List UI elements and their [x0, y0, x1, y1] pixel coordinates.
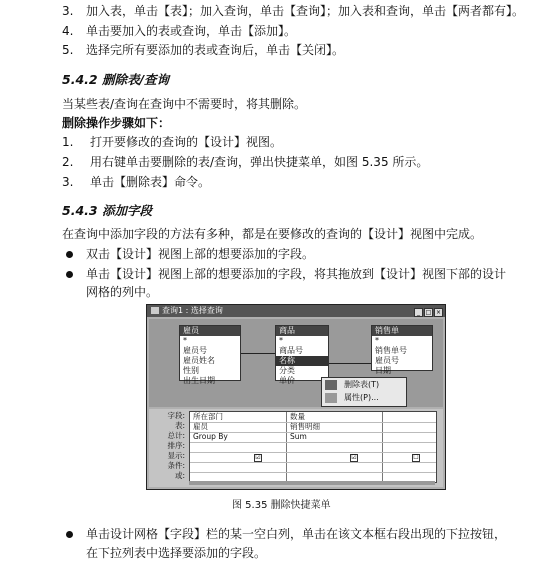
figure-caption: 图 5.35 删除快捷菜单: [232, 500, 331, 511]
row-label: 表:: [174, 421, 185, 430]
bullet-text: 单击设计网格【字段】栏的某一空白列，单击在该文本框右段出现的下拉按钮，: [86, 527, 507, 541]
query-design-window: [146, 304, 446, 490]
step-number: 3.: [62, 4, 74, 18]
join-line: [241, 353, 275, 354]
menu-item-properties[interactable]: [322, 391, 406, 404]
step-text: 选择完所有要添加的表或查询后，单击【关闭】。: [86, 43, 345, 57]
window-title: 查询1 : 选择查询: [162, 306, 223, 315]
step-text: 打开要修改的查询的【设计】视图。: [90, 135, 283, 149]
delete-table-icon: [325, 380, 337, 390]
step-text: 加入表，单击【表】；加入查询，单击【查询】；加入表和查询，单击【两者都有】。: [86, 4, 525, 18]
row-label: 显示:: [167, 451, 185, 460]
section-heading-542: 5.4.2 删除表/查询: [62, 72, 170, 87]
bullet-text-cont: 在下拉列表中选择要添加的字段。: [86, 546, 267, 560]
show-checkbox[interactable]: ☐: [413, 454, 419, 461]
bullet-text: 单击【设计】视图上部的想要添加的字段，将其拖放到【设计】视图下部的设计: [86, 267, 507, 281]
design-grid: [189, 411, 437, 483]
window-titlebar: [147, 305, 445, 317]
table-sales[interactable]: [371, 325, 433, 375]
bullet-dot: [66, 271, 73, 278]
show-checkbox[interactable]: ☑: [255, 454, 261, 461]
design-grid-pane: [149, 409, 443, 487]
step-number: 5.: [62, 43, 74, 57]
row-label: 或:: [174, 471, 185, 480]
field-item[interactable]: *: [183, 336, 187, 345]
row-label: 排序:: [167, 441, 185, 450]
query-icon: [151, 307, 159, 314]
menu-item-label: 属性(P)...: [344, 393, 379, 402]
close-button[interactable]: ×: [435, 309, 442, 316]
field-item[interactable]: *: [375, 336, 379, 345]
section-heading-543: 5.4.3 添加字段: [62, 203, 152, 218]
step-text: 单击要加入的表或查询，单击【添加】。: [86, 24, 297, 38]
row-label: 条件:: [167, 461, 185, 470]
minimize-button[interactable]: _: [414, 308, 423, 317]
step-number: 3.: [62, 175, 74, 189]
bullet-dot: [66, 531, 73, 538]
table-title: 销售单: [372, 326, 432, 336]
section-intro: 当某些表/查询在查询中不需要时，将其删除。: [62, 97, 307, 111]
field-item-selected[interactable]: 名称: [276, 356, 328, 366]
row-label: 总计:: [167, 431, 185, 440]
maximize-button[interactable]: □: [425, 309, 432, 316]
table-pane: [149, 319, 443, 407]
step-text: 单击【删除表】命令。: [90, 175, 211, 189]
grid-cell[interactable]: 所在部门: [193, 412, 223, 421]
context-menu: [321, 377, 407, 407]
step-number: 1.: [62, 135, 74, 149]
join-line: [329, 363, 371, 364]
field-item[interactable]: 雇员号: [375, 356, 399, 365]
grid-row-labels: [151, 411, 185, 481]
grid-cell[interactable]: Sum: [290, 432, 307, 441]
menu-item-delete-table[interactable]: [322, 378, 406, 391]
table-title: 商品: [276, 326, 328, 336]
steps-title: 删除操作步骤如下：: [62, 116, 171, 130]
step-number: 2.: [62, 155, 74, 169]
grid-cell[interactable]: 数量: [290, 412, 305, 421]
table-employees[interactable]: [179, 325, 241, 385]
bullet-dot: [66, 251, 73, 258]
table-products[interactable]: [275, 325, 329, 385]
horizontal-scrollbar[interactable]: [189, 481, 435, 485]
properties-icon: [325, 393, 337, 403]
menu-item-label: 删除表(T): [344, 380, 380, 389]
grid-cell[interactable]: Group By: [193, 432, 228, 441]
grid-cell[interactable]: 雇员: [193, 422, 208, 431]
field-item[interactable]: 性别: [183, 366, 199, 375]
field-item[interactable]: 雇员姓名: [183, 356, 215, 365]
row-label: 字段:: [167, 411, 185, 420]
field-item[interactable]: 销售单号: [375, 346, 407, 355]
field-item[interactable]: 分类: [279, 366, 295, 375]
field-item[interactable]: 出生日期: [183, 376, 215, 385]
field-item[interactable]: *: [279, 336, 283, 345]
section-intro: 在查询中添加字段的方法有多种，都是在要修改的查询的【设计】视图中完成。: [62, 227, 483, 241]
table-title: 雇员: [180, 326, 240, 336]
bullet-text-cont: 网格的列中。: [86, 285, 159, 299]
field-item[interactable]: 日期: [375, 366, 391, 375]
step-text: 用右键单击要删除的表/查询，弹出快捷菜单，如图 5.35 所示。: [90, 155, 429, 169]
grid-cell[interactable]: 销售明细: [290, 422, 320, 431]
bullet-text: 双击【设计】视图上部的想要添加的字段。: [86, 247, 315, 261]
field-item[interactable]: 商品号: [279, 346, 303, 355]
step-number: 4.: [62, 24, 74, 38]
field-item[interactable]: 单价: [279, 376, 295, 385]
show-checkbox[interactable]: ☑: [351, 454, 357, 461]
field-item[interactable]: 雇员号: [183, 346, 207, 355]
